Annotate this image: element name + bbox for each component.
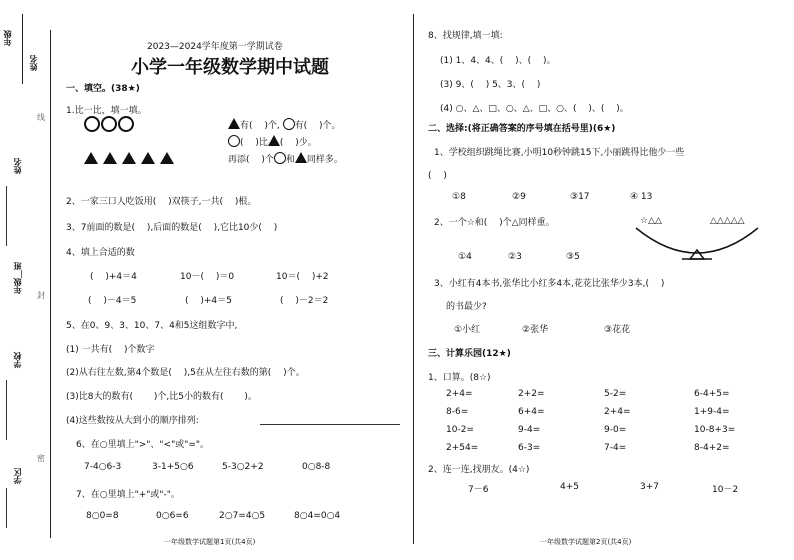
triangle-shape [141,152,155,164]
q7-text: 7、在○里填上"+"或"-"。 [76,490,180,500]
q4-item: ( )－2＝2 [280,296,329,306]
left-footer: 一年级数学试题第1页(共4页) [164,538,256,546]
k1-text: 1、口算。(8☆) [428,373,491,383]
calc-item: 9-0= [604,425,627,435]
calc-item: 2+54= [446,443,479,453]
q6-text: 6、在○里填上">"、"<"或"="。 [76,440,210,450]
binding-line-outer [22,14,23,84]
link-item: 3+7 [640,482,659,492]
calc-item: 10-2= [446,425,474,435]
balance-left: ☆△△ [640,216,662,226]
circle-shape [84,116,100,132]
answer-underline [260,424,400,425]
link-item: 4+5 [560,482,579,492]
circle-shape [101,116,117,132]
q7-item: 8○4=0○4 [294,511,341,521]
c1-option: ②9 [512,192,526,202]
q4-item: ( )+4＝4 [90,272,137,282]
q4-item: 10－( )＝0 [180,272,235,282]
q4-item: ( )－4＝5 [88,296,137,306]
balance-scale [632,226,762,262]
binding-line [50,30,51,538]
c2-option: ①4 [458,252,472,262]
main-title: 小学一年级数学期中试题 [131,57,329,78]
q4-item: 10＝( )+2 [276,272,329,282]
section3-heading: 三、计算乐园(12★) [428,349,511,359]
q5-4: (4)这些数按从大到小的顺序排列: [66,416,199,426]
q6-item: 5-3○2+2 [222,462,264,472]
q8-3: (4) ○、△、□、○、△、□、○、( )、( )。 [440,104,629,114]
district-underline [6,488,7,528]
circle-icon [274,152,286,164]
circle-icon [283,118,295,130]
q8-text: 8、找规律,填一填: [428,31,503,41]
page-divider [413,14,414,544]
link-item: 10－2 [712,485,739,495]
q1-line1: 有( )个, 有( )个。 [228,118,341,131]
q4-text: 4、填上合适的数 [66,248,135,258]
section1-heading: 一、填空。(38★) [66,84,140,94]
c1-option: ③17 [570,192,590,202]
q3-text: 3、7前面的数是( ),后面的数是( ),它比10少( ) [66,223,278,233]
q4-item: ( )+4＝5 [185,296,232,306]
triangle-shape [160,152,174,164]
q6-item: 7-4○6-3 [84,462,122,472]
q5-text: 5、在0、9、3、10、7、4和5这组数字中, [66,321,238,331]
balance-right: △△△△△ [710,216,745,226]
name-small-label: 姓名 [29,55,38,71]
calc-item: 8-4+2= [694,443,730,453]
calc-item: 6-4+5= [694,389,730,399]
name-underline [6,186,7,246]
calc-item: 9-4= [518,425,541,435]
c1-text: 1、学校组织跳绳比赛,小明10秒钟跳15下,小丽跳得比他少一些 [434,148,685,158]
section2-heading: 二、选择:(将正确答案的序号填在括号里)(6★) [428,124,616,134]
c1-paren: ( ) [428,171,447,181]
c3-option: ②张华 [522,325,549,335]
grade-label: 年级 [3,30,12,46]
q7-item: 8○0=8 [86,511,119,521]
exam-title: 2023—2024学年度第一学期试卷 [147,42,283,52]
q5-2: (2)从右往左数,第4个数是( ),5在从左往右数的第( )个。 [66,368,305,378]
c1-option: ④ 13 [630,192,653,202]
q1-circles [84,116,135,136]
triangle-icon [295,152,307,163]
seal-mark-line: 线 [37,113,45,122]
triangle-shape [84,152,98,164]
c3-option: ③花花 [604,325,631,335]
circle-shape [118,116,134,132]
link-item: 7－6 [468,485,489,495]
q6-item: 3-1+5○6 [152,462,194,472]
calc-item: 2+2= [518,389,545,399]
name-label: 姓名 [13,158,22,174]
calc-item: 6+4= [518,407,545,417]
q1-triangles [84,149,179,168]
triangle-icon [228,118,240,129]
q6-item: 0○8-8 [302,462,331,472]
c3-text: 3、小红有4本书,张华比小红多4本,花花比张华少3本,( ) [434,279,665,289]
calc-item: 8-6= [446,407,469,417]
c2-text: 2、一个☆和( )个△同样重。 [434,218,555,228]
q1-line3: 再添( )个 和 同样多。 [228,152,343,165]
q8-1: (1) 1、4、4、( )、( )。 [440,56,556,66]
q2-text: 2、一家三口人吃饭用( )双筷子,一共( )根。 [66,197,257,207]
c1-option: ①8 [452,192,466,202]
q1-line2: ( )比 ( )少。 [228,135,317,148]
circle-icon [228,135,240,147]
calc-item: 6-3= [518,443,541,453]
calc-item: 7-4= [604,443,627,453]
triangle-shape [103,152,117,164]
calc-item: 2+4= [604,407,631,417]
school-label: 学校 [13,352,22,368]
district-label: 学区 [13,468,22,484]
q1-text: 1.比一比，填一填。 [66,106,147,116]
calc-item: 2+4= [446,389,473,399]
q7-item: 2○7=4○5 [219,511,266,521]
k2-text: 2、连一连,找朋友。(4☆) [428,465,530,475]
q5-3: (3)比8大的数有( )个,比5小的数有( )。 [66,392,257,402]
seal-mark-seal: 封 [37,291,45,300]
q7-item: 0○6=6 [156,511,189,521]
seal-mark-secret: 密 [37,454,45,463]
class-label: 年级＿班 [13,262,22,294]
c2-option: ②3 [508,252,522,262]
q5-1: (1) 一共有( )个数字 [66,345,155,355]
c2-option: ③5 [566,252,580,262]
c3-option: ①小红 [454,325,481,335]
triangle-icon [268,135,280,146]
calc-item: 5-2= [604,389,627,399]
school-underline [6,380,7,440]
c3-cont: 的书最少? [446,302,487,312]
triangle-shape [122,152,136,164]
q8-2: (3) 9、( ) 5、3、( ) [440,80,541,90]
calc-item: 1+9-4= [694,407,730,417]
right-footer: 一年级数学试题第2页(共4页) [540,538,632,546]
calc-item: 10-8+3= [694,425,736,435]
